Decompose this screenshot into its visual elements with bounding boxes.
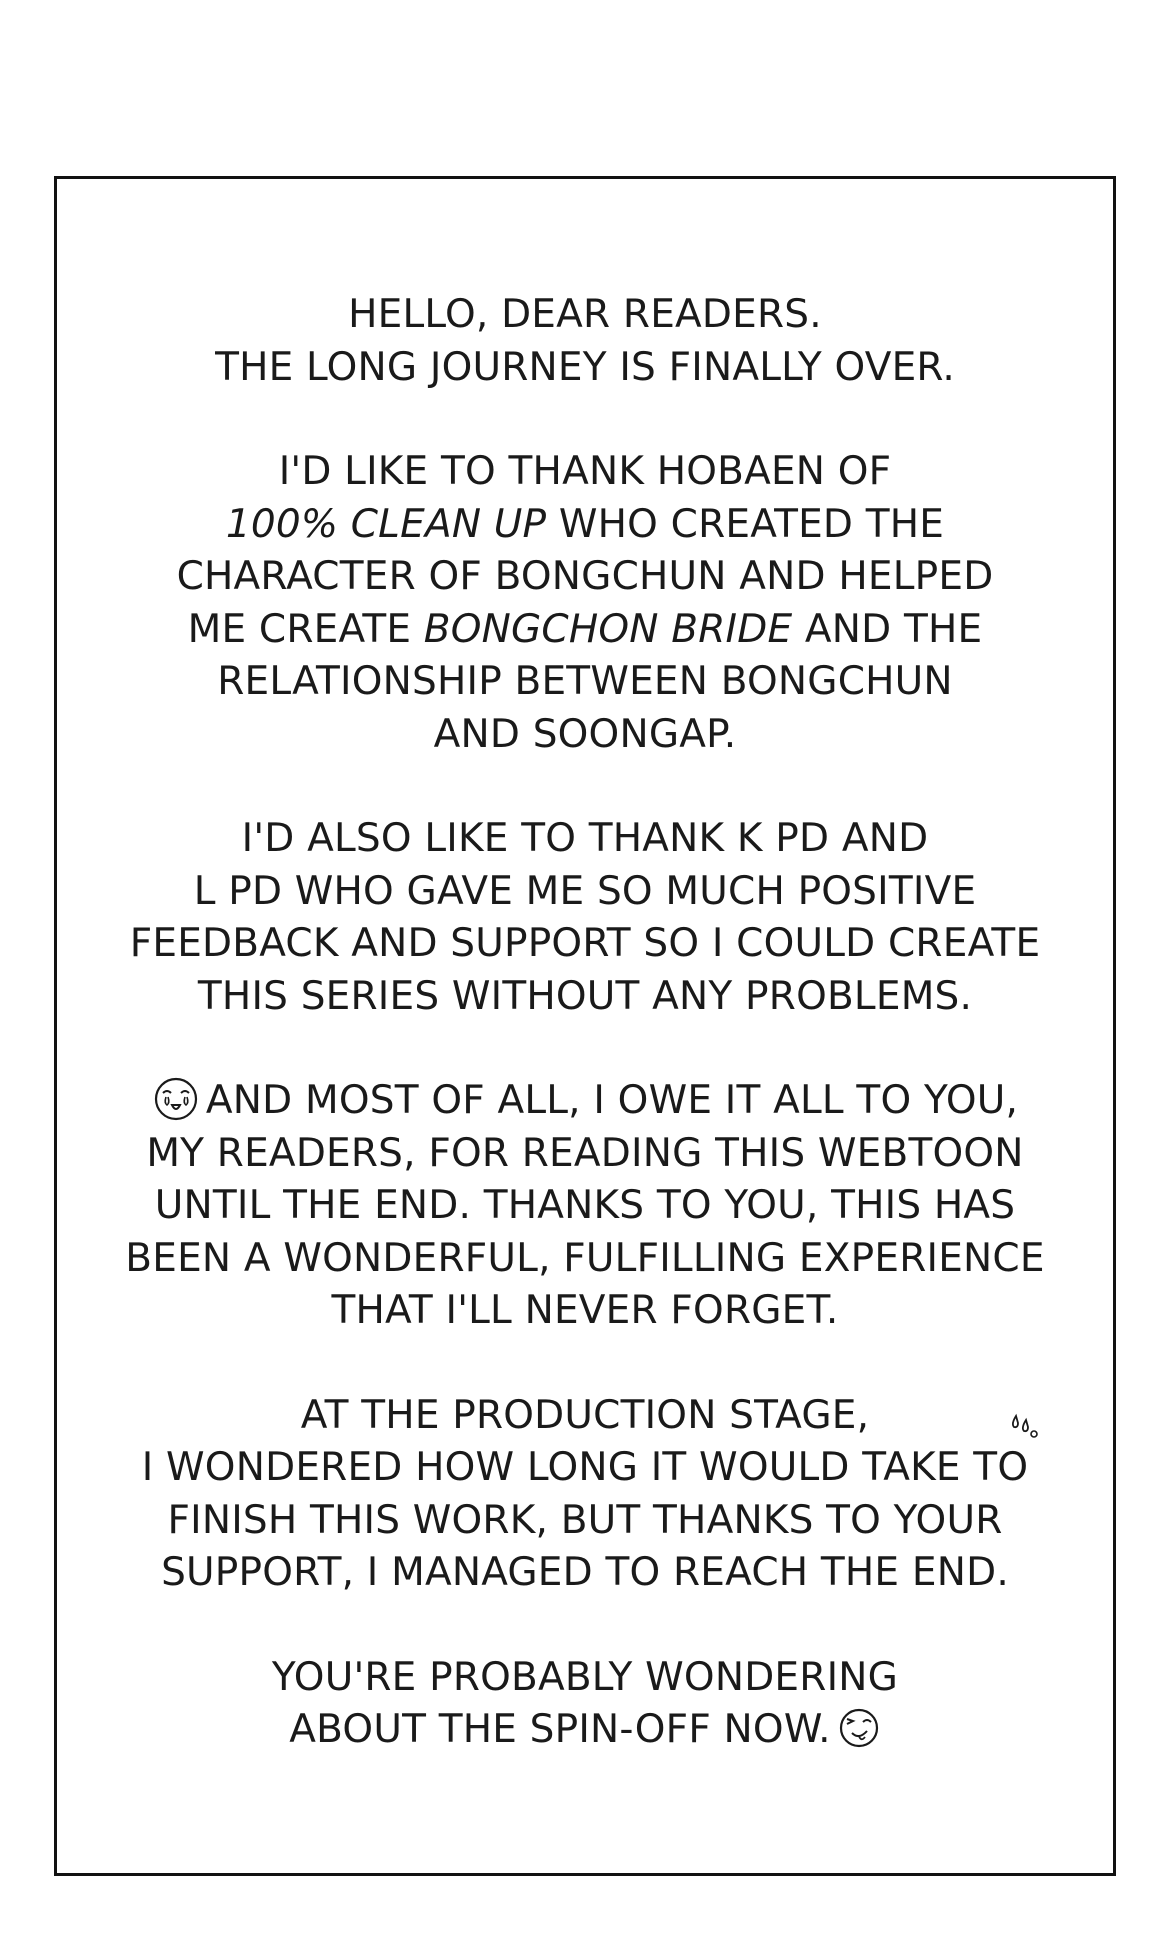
text-line — [57, 1442, 1113, 1495]
paragraph-production — [57, 1390, 1113, 1600]
paragraph-thanks-readers — [57, 1075, 1113, 1338]
title-clean-up: 100% CLEAN UP — [225, 501, 547, 547]
paragraph-greeting — [57, 289, 1113, 394]
text-line: FEEDBACK AND SUPPORT SO I COULD CREATE — [129, 921, 1041, 966]
text-line: I'D ALSO LIKE TO THANK K PD AND — [241, 816, 929, 861]
text-fragment: AND THE — [792, 606, 983, 652]
afterword-note — [57, 289, 1113, 1809]
text-line: UNTIL THE END. THANKS TO YOU, THIS HAS — [154, 1183, 1016, 1228]
paragraph-spin-off — [57, 1652, 1113, 1757]
text-line: CHARACTER OF BONGCHUN AND HELPED — [176, 554, 994, 599]
text-line — [57, 499, 1113, 552]
winking-face-icon — [837, 1706, 881, 1750]
afterword-panel — [54, 176, 1116, 1876]
sweat-drops-icon — [1008, 1412, 1042, 1446]
text-line: MY READERS, FOR READING THIS WEBTOON — [146, 1130, 1024, 1176]
text-line: RELATIONSHIP BETWEEN BONGCHUN — [217, 659, 953, 704]
text-line: THIS SERIES WITHOUT ANY PROBLEMS. — [197, 973, 973, 1019]
text-line: BEEN A WONDERFUL, FULFILLING EXPERIENCE — [125, 1235, 1045, 1281]
text-line: AT THE PRODUCTION STAGE, — [300, 1392, 870, 1438]
text-line — [57, 604, 1113, 657]
text-line: HELLO, DEAR READERS. — [348, 292, 822, 337]
text-fragment: I WONDERED HOW LONG IT WOULD TAKE TO — [141, 1445, 1029, 1490]
text-fragment: AND MOST OF ALL, I OWE IT ALL TO YOU, — [205, 1078, 1019, 1123]
crying-face-icon — [152, 1075, 200, 1123]
text-line: FINISH THIS WORK, BUT THANKS TO YOUR — [167, 1497, 1003, 1543]
text-line: THAT I'LL NEVER FORGET. — [331, 1288, 839, 1333]
text-fragment: ABOUT THE SPIN-OFF NOW. — [289, 1707, 831, 1752]
text-fragment: WHO CREATED THE — [546, 501, 945, 547]
text-line: THE LONG JOURNEY IS FINALLY OVER. — [215, 344, 955, 390]
text-line: I'D LIKE TO THANK HOBAEN OF — [278, 449, 892, 494]
paragraph-thanks-hobaen — [57, 446, 1113, 761]
text-line: YOU'RE PROBABLY WONDERING — [271, 1654, 899, 1700]
text-with-sweat — [142, 1442, 1028, 1495]
paragraph-thanks-pd — [57, 813, 1113, 1023]
text-line: L PD WHO GAVE ME SO MUCH POSITIVE — [193, 868, 977, 914]
title-bongchon-bride: BONGCHON BRIDE — [423, 606, 793, 652]
text-line: SUPPORT, I MANAGED TO REACH THE END. — [161, 1550, 1009, 1595]
text-line: AND SOONGAP. — [433, 711, 737, 757]
text-fragment: ME CREATE — [187, 606, 424, 652]
text-line — [57, 1075, 1113, 1128]
text-line — [57, 1704, 1113, 1757]
